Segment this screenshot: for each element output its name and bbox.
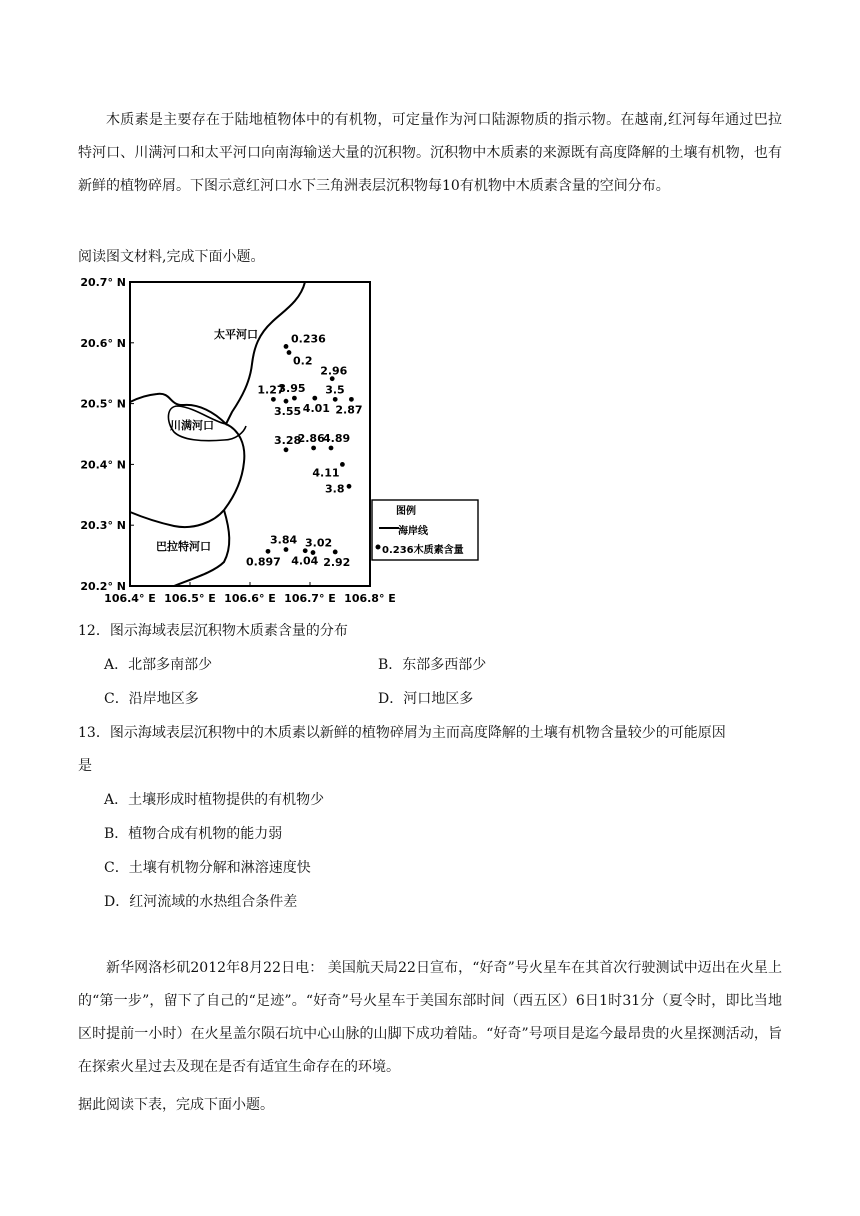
sample-value-label: 3.8 (325, 482, 345, 496)
q12-option-d[interactable]: D．河口地区多 (378, 691, 474, 707)
instruction-1: 阅读图文材料,完成下面小题。 (78, 249, 265, 265)
sample-point (311, 550, 316, 555)
lat-labels (80, 276, 134, 593)
q13-option-a[interactable]: A．土壤形成时植物提供的有机物少 (104, 792, 325, 808)
lignin-distribution-map (74, 272, 494, 612)
lat-label: 20.3° N (80, 519, 126, 533)
lon-label: 106.6° E (224, 592, 276, 605)
place-chuanman: 川满河口 (170, 419, 214, 432)
sample-point (333, 397, 338, 402)
lon-label: 106.7° E (284, 592, 336, 605)
q12-option-a[interactable]: A．北部多南部少 (104, 657, 213, 673)
q13-option-d[interactable]: D．红河流域的水热组合条件差 (104, 894, 298, 910)
sample-point (284, 399, 289, 404)
lon-label: 106.8° E (344, 592, 396, 605)
sample-value-label: 2.92 (323, 555, 351, 569)
sample-value-label: 3.95 (278, 382, 306, 396)
sample-point (271, 397, 276, 402)
sample-value-label: 3.02 (305, 536, 333, 550)
sample-value-label: 3.55 (274, 405, 302, 419)
q13-stem: 13．图示海域表层沉积物中的木质素以新鲜的植物碎屑为主而高度降解的土壤有机物含量较少的可能原因 (78, 725, 726, 741)
sample-value-label: 3.28 (274, 433, 302, 447)
sample-value-label: 4.04 (291, 554, 319, 568)
sample-value-label: 3.5 (325, 383, 345, 397)
sample-value-label: 2.86 (297, 431, 325, 445)
lat-label: 20.4° N (80, 458, 126, 472)
legend-coast-label: 海岸线 (398, 526, 428, 537)
sample-point (333, 550, 338, 555)
sample-value-label: 3.84 (270, 533, 298, 547)
sample-point (284, 447, 289, 452)
q13-option-c[interactable]: C．土壤有机物分解和淋溶速度快 (104, 860, 311, 876)
news-paragraph: 新华网洛杉矶2012年8月22日电： 美国航天局22日宣布，“好奇”号火星车在其首次行驶测试中迈出在火星上的“第一步”，留下了自己的“足迹”。“好奇”号火星车于美国东部时间（西五区）6日1时31分（夏令时，即比当地区时提前一小时）在火星盖尔陨石坑中心山脉的山脚下成功着陆。“好奇”号项目是迄今最昂贵的火星探测活动，旨在探索火星过去及现在是否有适宜生命存在的环境。 (78, 960, 782, 1075)
sample-value-label: 0.897 (246, 555, 281, 569)
lat-label: 20.6° N (80, 336, 126, 350)
q12-option-b[interactable]: B．东部多西部少 (378, 657, 487, 673)
lon-label: 106.5° E (164, 592, 216, 605)
place-balate: 巴拉特河口 (156, 540, 211, 553)
legend-title: 图例 (396, 506, 416, 517)
legend-point-symbol (376, 545, 381, 550)
sample-point (312, 396, 317, 401)
sample-point (329, 446, 334, 451)
place-taiping: 太平河口 (214, 328, 258, 341)
instruction-2: 据此阅读下表，完成下面小题。 (78, 1097, 274, 1113)
lat-label: 20.7° N (80, 276, 126, 289)
q12-stem: 12．图示海域表层沉积物木质素含量的分布 (78, 623, 348, 639)
lat-label: 20.5° N (80, 397, 126, 411)
sample-point (292, 396, 297, 401)
sample-point (311, 446, 316, 451)
lon-label: 106.4° E (104, 592, 156, 605)
sample-value-label: 2.96 (320, 364, 348, 378)
sample-point (347, 484, 352, 489)
legend-point-label: 0.236木质素含量 (382, 545, 464, 556)
q12-option-c[interactable]: C．沿岸地区多 (104, 691, 199, 707)
sample-value-label: 4.01 (302, 402, 330, 416)
sample-point (287, 350, 292, 355)
sample-point (340, 462, 345, 467)
lat-label: 20.2° N (80, 580, 126, 593)
sample-value-label: 4.11 (312, 466, 340, 480)
sample-value-label: 0.2 (293, 354, 313, 368)
sample-point (349, 397, 354, 402)
q13-option-b[interactable]: B．植物合成有机物的能力弱 (104, 826, 283, 842)
legend (372, 500, 478, 560)
coastline (130, 282, 305, 424)
sample-point (266, 549, 271, 554)
sample-point (284, 547, 289, 552)
data-points (246, 332, 363, 569)
sample-point (284, 344, 289, 349)
sample-value-label: 0.236 (291, 332, 326, 346)
sample-value-label: 2.87 (335, 403, 363, 417)
q13-stem-cont: 是 (78, 758, 92, 774)
intro-paragraph: 木质素是主要存在于陆地植物体中的有机物，可定量作为河口陆源物质的指示物。在越南,红河每年通过巴拉特河口、川满河口和太平河口向南海输送大量的沉积物。沉积物中木质素的来源既有高度降解的土壤有机物，也有新鲜的植物碎屑。下图示意红河口水下三角洲表层沉积物每10有机物中木质素含量的空间分布。 (78, 112, 782, 194)
sample-value-label: 4.89 (323, 431, 351, 445)
sample-value-label: 1.27 (257, 383, 285, 397)
